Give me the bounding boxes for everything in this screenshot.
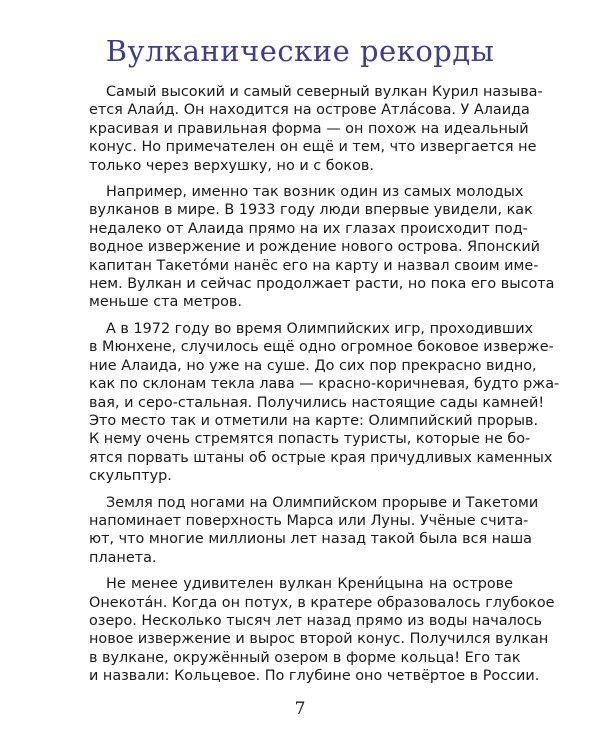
paragraph-line: и назвали: Кольцевое. По глубине оно четвёртое в России. [89,668,540,685]
paragraph-line: капитан Такето́ми нанёс его на карту и назвал своим име- [89,257,539,274]
paragraph-line: Не менее удивителен вулкан Крени́цына на острове [106,576,513,593]
paragraph [89,494,539,568]
paragraph-line: нем. Вулкан и сейчас продолжает расти, но пока его высота [89,276,555,293]
paragraph-line: ние Алаида, но уже на суше. До сих пор прекрасно видно, [89,357,537,374]
paragraph-line: Например, именно так возник один из самых молодых [106,184,524,201]
paragraph [89,575,555,685]
paragraph-line: ется Алаи́д. Он находится на острове Атла́сова. У Алаида [89,102,530,119]
paragraph-line: ют, что многие миллионы лет назад такой была вся наша [89,531,532,548]
paragraph-line: новое извержение и вырос второй конус. Получился вулкан [89,631,549,648]
paragraph-line: меньше ста метров. [89,294,242,311]
paragraph-line: вулканов в мире. В 1933 году люди впервые увидели, как [89,202,533,219]
paragraph-line: К нему очень стремятся попасть туристы, которые не бо- [89,431,531,448]
paragraph-line: озеро. Несколько тысяч лет назад прямо из воды началось [89,612,542,629]
page-title: Вулканические рекорды [105,34,495,68]
paragraph [89,83,543,175]
paragraph [89,320,560,486]
paragraph-line: Онекота́н. Когда он потух, в кратере образовалось глубокое [89,594,555,611]
paragraph-line: красивая и правильная форма — он похож на идеальный [89,120,529,137]
paragraph-line: планета. [89,549,157,566]
paragraph-line: только через верхушку, но и с боков. [89,157,374,174]
paragraph-line: конус. Но примечателен он ещё и тем, что извергается не [89,139,537,156]
paragraph-line: напоминает поверхность Марса или Луны. Учёные счита- [89,512,529,529]
paragraph [89,183,555,312]
paragraph-line: Это место так и отметили на карте: Олимпийский прорыв. [89,412,539,429]
paragraph-line: Земля под ногами на Олимпийском прорыве и Такетоми [106,494,539,511]
page-number: 7 [294,699,306,719]
paragraph-line: вая, и серо-стальная. Получились настоящие сады камней! [89,394,545,411]
paragraph-line: Самый высокий и самый северный вулкан Курил называ- [106,84,543,100]
paragraph-line: в Мюнхене, случилось ещё одно огромное боковое изверже- [89,339,554,356]
paragraph-line: как по склонам текла лава — красно-коричневая, будто ржа- [89,376,560,393]
paragraph-line: недалеко от Алаида прямо на их глазах происходит под- [89,220,528,237]
paragraph-line: в вулкане, окружённый озером в форме кольца! Его так [89,649,521,666]
article-body [89,83,560,694]
paragraph-line: А в 1972 году во время Олимпийских игр, проходивших [106,320,534,337]
paragraph-line: скульптур. [89,468,172,485]
paragraph-line: ятся порвать штаны об острые края причудливых каменных [89,449,553,466]
paragraph-line: водное извержение и рождение нового острова. Японский [89,239,541,256]
